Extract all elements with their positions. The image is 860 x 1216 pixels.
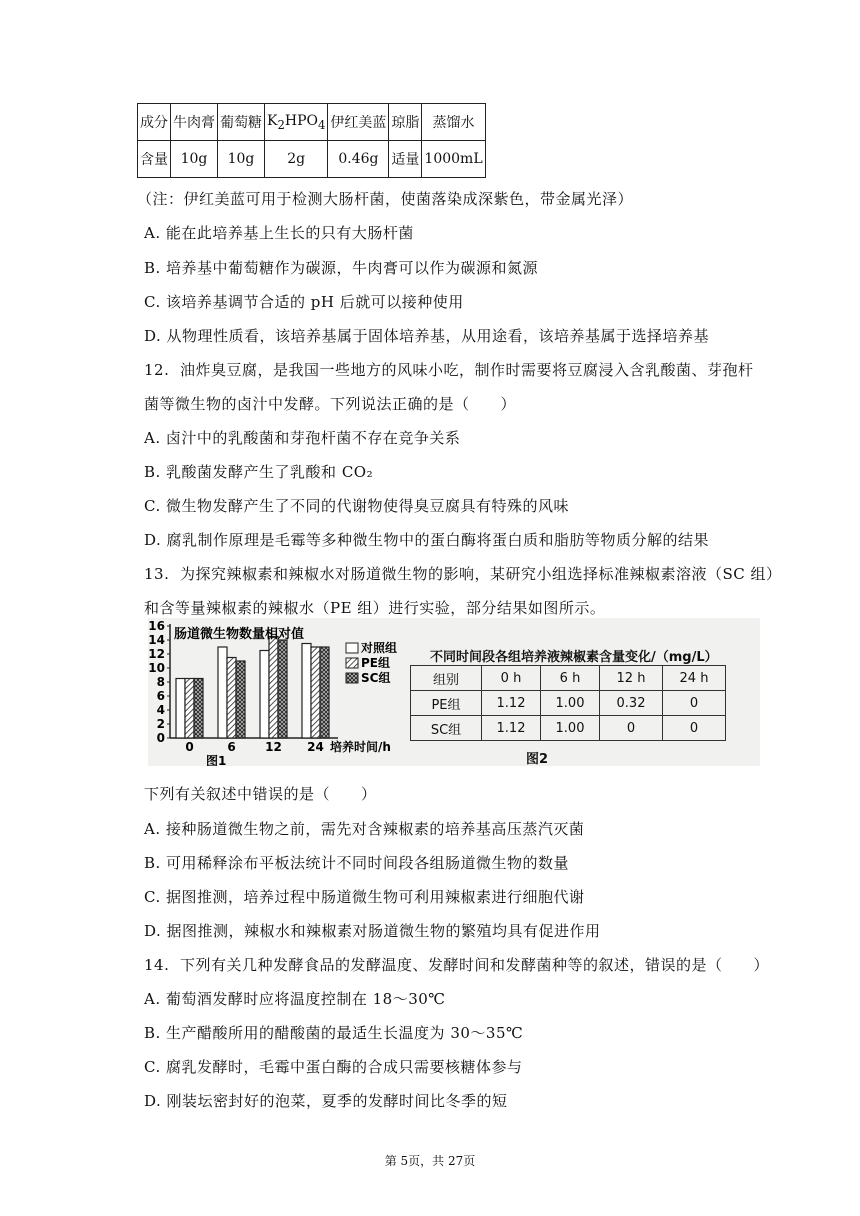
bar [218, 647, 227, 738]
q14-stem-text: 下列有关几种发酵食品的发酵温度、发酵时间和发酵菌种等的叙述，错误的是（ ） [180, 956, 770, 974]
x-tick-label: 0 [185, 740, 194, 754]
y-tick-label: 0 [156, 731, 165, 745]
figure2-cell: PE组 [411, 691, 482, 716]
figure2-cell: 1.00 [541, 716, 600, 741]
media-table-value-row [138, 141, 486, 178]
bar [320, 647, 329, 738]
media-table-cell: 成分 [138, 104, 171, 141]
figure2-cell: 组别 [411, 666, 482, 691]
figure2-cell: 0 [663, 691, 726, 716]
chart-title: 肠道微生物数量相对值 [174, 627, 305, 642]
q12-stem-text: 油炸臭豆腐，是我国一些地方的风味小吃，制作时需要将豆腐浸入含乳酸菌、芽孢杆 [180, 361, 754, 379]
figure2-cell: 1.12 [482, 691, 541, 716]
media-table-cell: 琼脂 [389, 104, 422, 141]
media-table-cell: 牛肉膏 [171, 104, 218, 141]
bar [260, 651, 269, 739]
media-table-cell: 10g [218, 141, 265, 178]
question-number: 14. [144, 956, 170, 974]
x-tick-label: 12 [265, 740, 282, 754]
figure2-row [411, 716, 726, 741]
q13-stem-line2: 和含等量辣椒素的辣椒水（PE 组）进行实验，部分结果如图所示。 [144, 599, 606, 617]
bar-chart-figure1 [148, 618, 408, 766]
figure2-cell: 0.32 [600, 691, 663, 716]
media-table-cell: $K_2HPO_4$ [265, 104, 328, 141]
figure2-caption: 图2 [526, 752, 549, 767]
y-tick-label: 8 [156, 675, 165, 689]
figure2-cell: 0 [600, 716, 663, 741]
legend-label: PE组 [361, 656, 390, 670]
figure2-title: 不同时间段各组培养液辣椒素含量变化/（mg/L） [430, 650, 718, 665]
q13-stem-text: 为探究辣椒素和辣椒水对肠道微生物的影响，某研究小组选择标准辣椒素溶液（SC 组） [180, 565, 782, 583]
bar [194, 679, 203, 739]
table-note: （注：伊红美蓝可用于检测大肠杆菌，使菌落染成深紫色，带金属光泽） [137, 190, 634, 208]
bar [176, 679, 185, 739]
q14-option-d: D. 刚装坛密封好的泡菜，夏季的发酵时间比冬季的短 [144, 1092, 508, 1110]
figure2-cell: 1.00 [541, 691, 600, 716]
q13-stem-line1 [144, 563, 782, 584]
legend-swatch [346, 643, 358, 653]
q11-option-c: C. 该培养基调节合适的 pH 后就可以接种使用 [144, 293, 464, 311]
bar [302, 644, 311, 739]
media-table-cell: 葡萄糖 [218, 104, 265, 141]
legend-label: 对照组 [361, 641, 398, 655]
legend-swatch [346, 658, 358, 668]
y-tick-label: 4 [156, 703, 165, 717]
media-table [137, 103, 486, 178]
y-tick-label: 10 [148, 661, 165, 675]
q14-option-b: B. 生产醋酸所用的醋酸菌的最适生长温度为 30～35℃ [144, 1024, 524, 1042]
media-table-cell: 蒸馏水 [422, 104, 485, 141]
bar [185, 679, 194, 739]
q12-stem-line2: 菌等微生物的卤汁中发酵。下列说法正确的是（ ） [144, 395, 517, 413]
q12-option-c: C. 微生物发酵产生了不同的代谢物使得臭豆腐具有特殊的风味 [144, 497, 569, 515]
figure2-table [410, 665, 726, 741]
q13-option-a: A. 接种肠道微生物之前，需先对含辣椒素的培养基高压蒸汽灭菌 [144, 820, 585, 838]
legend-label: SC组 [361, 671, 391, 685]
media-table-header-row [138, 104, 486, 141]
q12-option-b: B. 乳酸菌发酵产生了乳酸和 CO₂ [144, 463, 374, 481]
figure2-header-row [411, 666, 726, 691]
media-table-cell: 含量 [138, 141, 171, 178]
q12-stem-line1 [144, 359, 754, 380]
figure2-cell: SC组 [411, 716, 482, 741]
bar [269, 637, 278, 739]
y-tick-label: 14 [148, 633, 165, 647]
media-table-cell: 2g [265, 141, 328, 178]
y-tick-label: 16 [148, 619, 165, 633]
figure1-caption: 图1 [206, 754, 227, 766]
x-axis-label: 培养时间/h [330, 740, 391, 754]
bar [278, 640, 287, 738]
page-footer: 第 5页，共 27页 [384, 1154, 476, 1168]
y-tick-label: 6 [156, 689, 165, 703]
x-tick-label: 24 [307, 740, 324, 754]
q11-option-a: A. 能在此培养基上生长的只有大肠杆菌 [144, 224, 414, 242]
q12-option-d: D. 腐乳制作原理是毛霉等多种微生物中的蛋白酶将蛋白质和脂肪等物质分解的结果 [144, 531, 710, 549]
q13-question: 下列有关叙述中错误的是（ ） [144, 785, 377, 803]
figure2-cell: 0 h [482, 666, 541, 691]
q14-option-c: C. 腐乳发酵时，毛霉中蛋白酶的合成只需要核糖体参与 [144, 1058, 523, 1076]
bar [236, 661, 245, 738]
figure2-cell: 1.12 [482, 716, 541, 741]
q11-option-b: B. 培养基中葡萄糖作为碳源，牛肉膏可以作为碳源和氮源 [144, 259, 539, 277]
figure2-cell: 0 [663, 716, 726, 741]
q14-stem [144, 954, 769, 975]
question-number: 13. [144, 565, 170, 583]
bar [311, 647, 320, 738]
bar [227, 658, 236, 739]
media-table-cell: 10g [171, 141, 218, 178]
y-tick-label: 12 [148, 647, 165, 661]
y-tick-label: 2 [156, 717, 165, 731]
figure2-row [411, 691, 726, 716]
media-table-cell: 适量 [389, 141, 422, 178]
figure2-cell: 24 h [663, 666, 726, 691]
q14-option-a: A. 葡萄酒发酵时应将温度控制在 18～30℃ [144, 990, 446, 1008]
media-table-cell: 0.46g [328, 141, 389, 178]
figure2-cell: 12 h [600, 666, 663, 691]
media-table-cell: 1000mL [422, 141, 485, 178]
q13-option-d: D. 据图推测，辣椒水和辣椒素对肠道微生物的繁殖均具有促进作用 [144, 922, 601, 940]
question-number: 12. [144, 361, 170, 379]
figure2-cell: 6 h [541, 666, 600, 691]
q12-option-a: A. 卤汁中的乳酸菌和芽孢杆菌不存在竞争关系 [144, 429, 461, 447]
media-table-cell: 伊红美蓝 [328, 104, 389, 141]
q13-option-b: B. 可用稀释涂布平板法统计不同时间段各组肠道微生物的数量 [144, 854, 570, 872]
q11-option-d: D. 从物理性质看，该培养基属于固体培养基，从用途看，该培养基属于选择培养基 [144, 327, 710, 345]
legend-swatch [346, 673, 358, 683]
q13-option-c: C. 据图推测，培养过程中肠道微生物可利用辣椒素进行细胞代谢 [144, 888, 585, 906]
x-tick-label: 6 [227, 740, 236, 754]
